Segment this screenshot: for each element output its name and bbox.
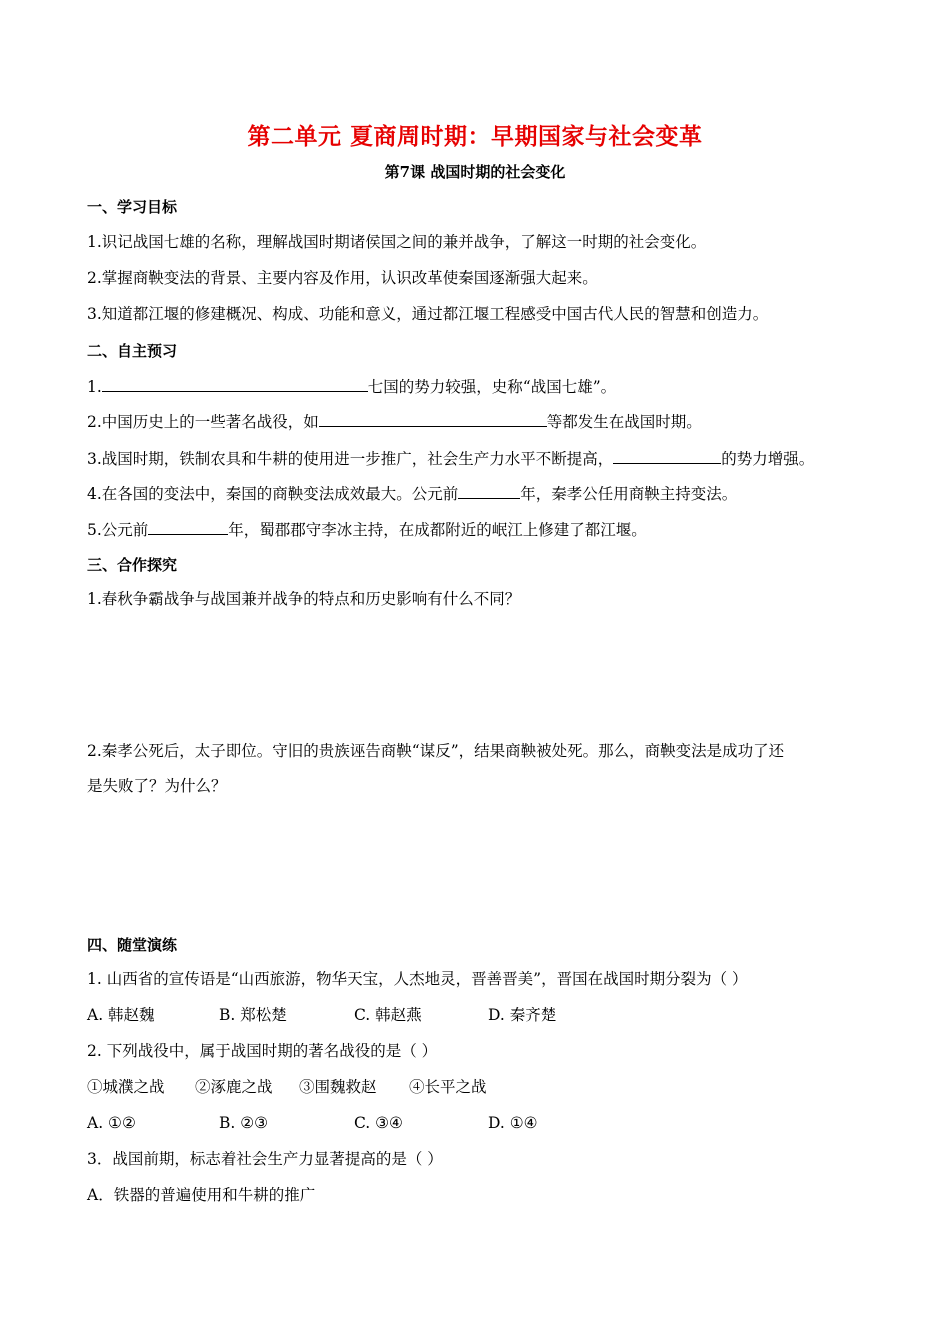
goal-item-3: 3.知道都江堰的修建概况、构成、功能和意义，通过都江堰工程感受中国古代人民的智慧和创造力。 [87, 305, 769, 323]
preview-q2-suffix: 等都发生在战国时期。 [546, 413, 702, 431]
section-heading-goals: 一、学习目标 [87, 198, 178, 216]
preview-q2-prefix: 2.中国历史上的一些著名战役，如 [87, 413, 319, 431]
option-b: B. ②③ [219, 1114, 269, 1132]
goal-item-2: 2.掌握商鞅变法的背景、主要内容及作用，认识改革使秦国逐渐强大起来。 [87, 269, 598, 287]
unit-title: 第二单元 夏商周时期：早期国家与社会变革 [247, 123, 703, 150]
practice-question-3: 3．战国前期，标志着社会生产力显著提高的是（ ） [87, 1150, 443, 1168]
option-c: C. ③④ [354, 1114, 403, 1132]
lesson-title: 第7课 战国时期的社会变化 [384, 163, 566, 181]
practice-q2-items [87, 1076, 487, 1098]
fill-blank-2[interactable] [319, 410, 547, 427]
practice-q2-options [87, 1112, 538, 1134]
preview-q3-prefix: 3.战国时期，铁制农具和牛耕的使用进一步推广，社会生产力水平不断提高， [87, 450, 614, 468]
explore-question-2-line-2: 是失败了？为什么？ [87, 777, 227, 795]
option-b: B. 郑松楚 [219, 1006, 287, 1024]
preview-q4-suffix: 年，秦孝公任用商鞅主持变法。 [520, 485, 738, 503]
section-heading-preview: 二、自主预习 [87, 342, 178, 360]
practice-q3-option-a: A．铁器的普遍使用和牛耕的推广 [87, 1186, 316, 1204]
option-d: D. ①④ [488, 1114, 538, 1132]
practice-question-1: 1. 山西省的宣传语是“山西旅游，物华天宝，人杰地灵，晋善晋美”，晋国在战国时期分裂为（ ） [87, 970, 748, 988]
option-c: C. 韩赵燕 [354, 1006, 422, 1024]
preview-question-4 [87, 482, 737, 505]
section-heading-explore: 三、合作探究 [87, 556, 178, 574]
preview-question-3 [87, 447, 814, 470]
option-d: D. 秦齐楚 [488, 1006, 557, 1024]
preview-q5-suffix: 年，蜀郡郡守李冰主持，在成都附近的岷江上修建了都江堰。 [228, 521, 647, 539]
preview-question-2 [87, 410, 702, 433]
preview-q5-prefix: 5.公元前 [87, 521, 149, 539]
preview-question-1 [87, 375, 616, 398]
preview-q3-suffix: 的势力增强。 [721, 450, 815, 468]
preview-q1-prefix: 1. [87, 378, 102, 396]
preview-q4-prefix: 4.在各国的变法中，秦国的商鞅变法成效最大。公元前 [87, 485, 459, 503]
fill-blank-3[interactable] [613, 447, 721, 464]
explore-question-2-line-1: 2.秦孝公死后，太子即位。守旧的贵族诬告商鞅“谋反”，结果商鞅被处死。那么，商鞅变法是成功了还 [87, 742, 785, 760]
goal-item-1: 1.识记战国七雄的名称，理解战国时期诸侯国之间的兼并战争，了解这一时期的社会变化。 [87, 233, 707, 251]
fill-blank-5[interactable] [148, 518, 228, 535]
battle-item-4: ④长平之战 [409, 1078, 487, 1096]
option-a: A. ①② [87, 1114, 136, 1132]
battle-item-1: ①城濮之战 [87, 1078, 165, 1096]
battle-item-3: ③围魏救赵 [299, 1078, 377, 1096]
preview-question-5 [87, 518, 647, 541]
preview-q1-suffix: 七国的势力较强，史称“战国七雄”。 [367, 378, 617, 396]
option-a: A. 韩赵魏 [87, 1006, 155, 1024]
fill-blank-4[interactable] [458, 482, 520, 499]
battle-item-2: ②涿鹿之战 [195, 1078, 273, 1096]
practice-question-2: 2. 下列战役中，属于战国时期的著名战役的是（ ） [87, 1042, 438, 1060]
section-heading-practice: 四、随堂演练 [87, 936, 178, 954]
fill-blank-1[interactable] [102, 375, 368, 392]
practice-q1-options [87, 1004, 556, 1026]
explore-question-1: 1.春秋争霸战争与战国兼并战争的特点和历史影响有什么不同？ [87, 590, 521, 608]
